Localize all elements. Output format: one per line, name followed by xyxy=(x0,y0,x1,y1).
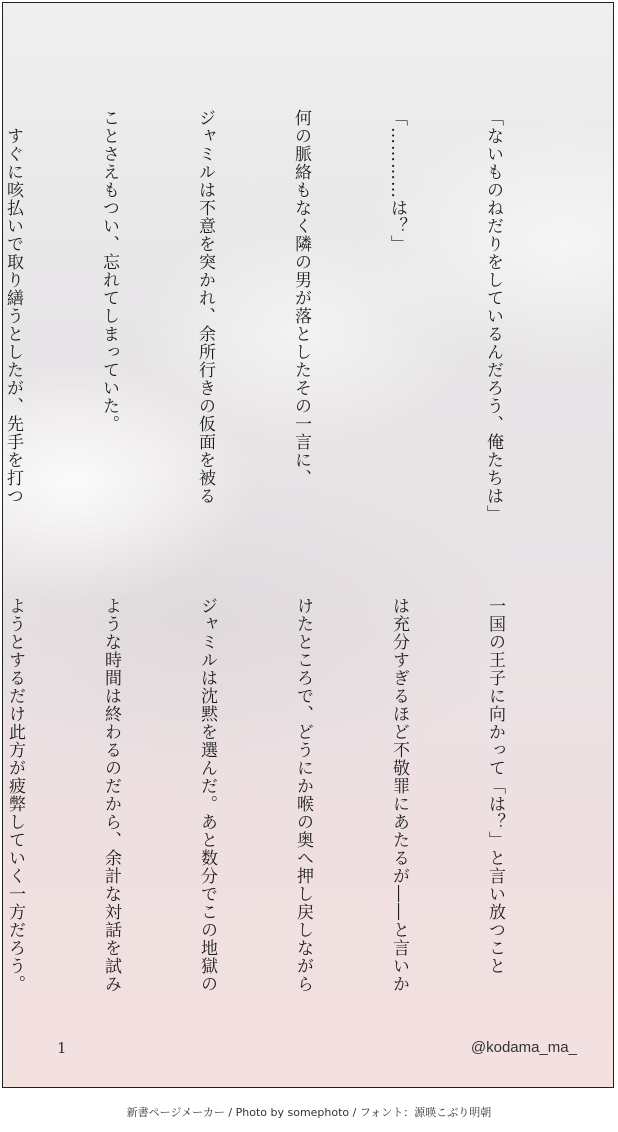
text-block-bottom xyxy=(2,597,575,1037)
text-line: 何の脈絡もなく隣の男が落としたその一言に、 xyxy=(291,109,311,487)
text-line: 「ないものねだりをしているんだろう、俺たちは」 xyxy=(483,109,503,523)
text-line: は充分すぎるほど不敬罪にあたるが――と言いか xyxy=(389,597,409,993)
text-line: ようとするだけ此方が疲弊していく一方だろう。 xyxy=(5,597,25,993)
author-handle: @kodama_ma_ xyxy=(470,1039,577,1056)
text-line: ことさえもつい、忘れてしまっていた。 xyxy=(99,109,119,433)
text-line: すぐに咳払いで取り繕うとしたが、先手を打つ xyxy=(3,109,23,505)
text-line: けたところで、どうにか喉の奥へ押し戻しながら xyxy=(293,597,313,993)
text-line: ような時間は終わるのだから、余計な対話を試み xyxy=(101,597,121,993)
page xyxy=(2,2,614,1088)
text-line: 一国の王子に向かって「は？」と言い放つこと xyxy=(485,597,505,975)
text-block-top xyxy=(2,109,573,539)
page-number: 1 xyxy=(57,1039,67,1057)
text-line: ジャミルは沈黙を選んだ。あと数分でこの地獄の xyxy=(197,597,217,993)
credit-line: 新書ページメーカー / Photo by somephoto / フォント：源暎こぶり明朝 xyxy=(126,1106,492,1119)
text-line: 「…………は？」 xyxy=(387,109,407,253)
text-line: ジャミルは不意を突かれ、余所行きの仮面を被る xyxy=(195,109,215,505)
